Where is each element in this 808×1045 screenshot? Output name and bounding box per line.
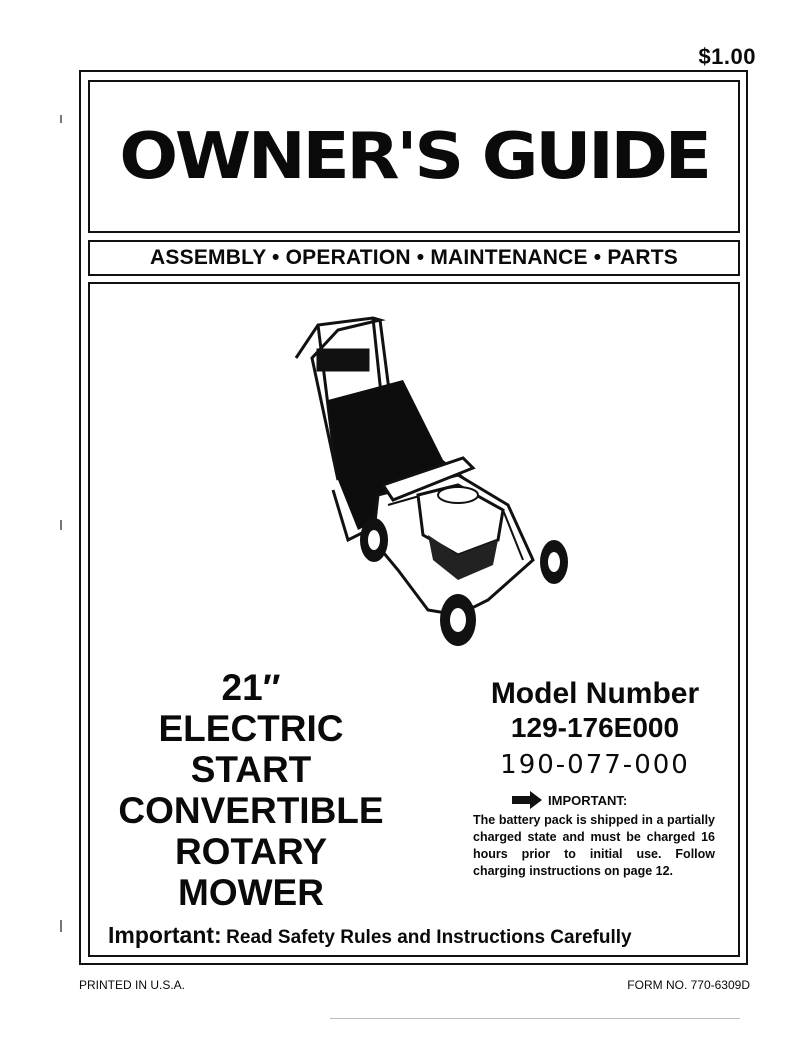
- important-heading-text: IMPORTANT:: [548, 792, 628, 808]
- arrow-right-icon: [512, 791, 542, 809]
- product-line-electric: ELECTRIC: [158, 708, 344, 749]
- printed-in-label: PRINTED IN U.S.A.: [79, 978, 186, 992]
- product-line-rotary: ROTARY: [174, 831, 328, 872]
- model-number: 129-176E000: [510, 712, 680, 743]
- lawn-mower-illustration: [278, 310, 598, 650]
- deck-size: 21″: [221, 667, 281, 708]
- safety-reminder-lead: Important:: [108, 922, 222, 948]
- product-description: [96, 667, 406, 913]
- form-number: FORM NO. 770-6309D: [627, 978, 750, 992]
- important-heading: [512, 791, 627, 809]
- safety-reminder: [108, 922, 728, 949]
- scan-artifact-mark: [60, 520, 62, 530]
- product-line-mower: MOWER: [178, 872, 324, 913]
- scan-artifact-mark: [60, 115, 62, 123]
- scan-artifact-line: [330, 1018, 740, 1019]
- page-title: OWNER'S GUIDE: [119, 120, 709, 194]
- scan-artifact-mark: [60, 920, 62, 932]
- battery-notice: The battery pack is shipped in a partially charged state and must be charged 16 hours prior to initial use. Follow charging instructions on page 12.: [473, 813, 715, 878]
- product-line-start: START: [190, 749, 312, 790]
- product-line-convertible: CONVERTIBLE: [118, 790, 384, 831]
- subtitle-banner: ASSEMBLY • OPERATION • MAINTENANCE • PARTS: [88, 240, 740, 276]
- title-frame: [88, 80, 740, 233]
- handwritten-model-number: 190-077-000: [500, 750, 690, 780]
- price-label: $1.00: [698, 44, 756, 69]
- safety-reminder-text: Read Safety Rules and Instructions Carefully: [226, 927, 632, 948]
- model-number-label: Model Number: [490, 677, 700, 710]
